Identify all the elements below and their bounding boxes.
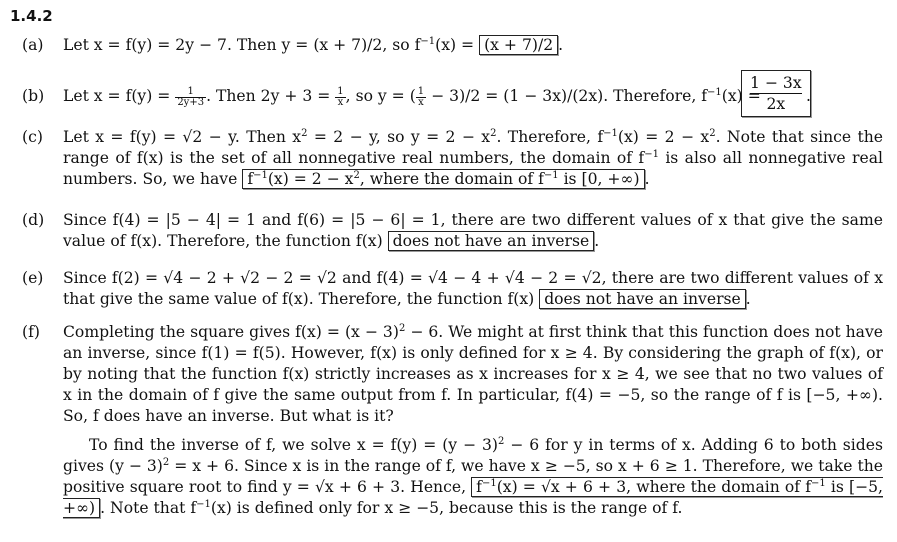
text-run: − 3)/2 = (1 − 3x)/(2x). Therefore, f — [426, 87, 708, 105]
text-run: Let x = f(y) = 2y − 7. Then y = (x + 7)/2, so f — [63, 36, 421, 54]
text-run: Let x = f(y) = √2 − y. Then x — [63, 128, 302, 146]
superscript: −1 — [603, 127, 618, 139]
part-d-label: (d) — [22, 211, 45, 229]
text-run: (x) is defined only for x ≥ −5, because this is the range of f. — [210, 499, 683, 517]
text-run: (x) = √x + 6 + 3, where the domain of f — [496, 478, 811, 496]
superscript: 2 — [162, 456, 170, 468]
part-c-label: (c) — [22, 128, 43, 146]
text-run: Let x = f(y) = — [63, 87, 176, 105]
part-b-label: (b) — [22, 87, 45, 105]
superscript: 2 — [709, 127, 716, 139]
numerator: 1 — [337, 85, 344, 97]
answer-box: (x + 7)/2 — [479, 35, 558, 55]
text-run: − 6 for y in terms of x. Adding 6 to both sides gives (y − 3) — [63, 436, 883, 475]
superscript: −1 — [420, 35, 436, 47]
numerator: 1 — [175, 87, 206, 98]
text-run: is also all nonnegative real numbers. So, we have — [63, 149, 883, 188]
numerator: 1 − 3x — [750, 74, 802, 92]
denominator: x — [418, 96, 424, 108]
denominator: 2x — [766, 95, 786, 113]
denominator: x — [337, 96, 344, 108]
fraction — [335, 87, 345, 108]
superscript: −1 — [810, 477, 826, 489]
text-run: . — [558, 36, 564, 54]
superscript: −1 — [253, 169, 268, 181]
text-run: − 6. We might at first think that this function does not have an inverse, since f(1) = f(5). However, f(x) is only defined for x ≥ 4. By considering the graph of f(x), or by noting that the function f(x) strictly increases as x increases for x ≥ 4, we see that no two values of x in the domain of f give the same output from f. In particular, f(4) = −5, so the range of f is [−5, +∞). So, f does have an inverse. But what is it? — [63, 323, 883, 425]
text-run: f — [247, 170, 254, 188]
text-run: f — [476, 478, 482, 496]
superscript: 2 — [301, 127, 308, 139]
text-run: Since f(4) = |5 − 4| = 1 and f(6) = |5 − 6| = 1, there are two different values of x that give the same value of f(x). Therefore, the function f(x) — [63, 211, 883, 250]
fraction — [175, 87, 206, 108]
text-run: . — [745, 290, 751, 308]
part-f-text — [63, 322, 883, 427]
text-run: (x) = — [435, 36, 480, 54]
superscript: −1 — [644, 148, 659, 160]
superscript: −1 — [707, 86, 722, 98]
text-run: . — [644, 170, 650, 188]
text-run: . Then 2y + 3 = — [206, 87, 336, 105]
part-e-label: (e) — [22, 269, 44, 287]
text-run: . Note that f — [100, 499, 197, 517]
superscript: 2 — [498, 435, 505, 447]
answer-box — [741, 70, 811, 117]
part-f-label: (f) — [22, 323, 40, 341]
denominator: 2y+3 — [177, 96, 205, 108]
text-run: . Therefore, f — [496, 128, 604, 146]
text-run: Completing the square gives f(x) = (x − 3) — [63, 323, 399, 341]
superscript: 2 — [398, 322, 406, 334]
text-run: (x) = — [721, 87, 761, 105]
answer-box — [242, 169, 644, 189]
text-run: Since f(2) = √4 − 2 + √2 − 2 = √2 and f(4) = √4 − 4 + √4 − 2 = √2, there are two different values of x that give the same value of f(x). Therefore, the function f(x) — [63, 269, 883, 308]
text-run: . — [594, 232, 600, 250]
part-e-text — [63, 268, 883, 310]
text-run: = x + 6. Since x is in the range of f, we have x ≥ −5, so x + 6 ≥ 1. Therefore, we take the positive square root to find y = √x + 6 + 3. Hence, — [63, 457, 883, 496]
part-a-text — [63, 35, 883, 56]
text-run: . — [806, 87, 811, 105]
text-run: . Note that since the range of f(x) is the set of all nonnegative real numbers, the domain of f — [63, 128, 884, 167]
answer-box: does not have an inverse — [539, 289, 746, 309]
answer-box: does not have an inverse — [388, 231, 595, 251]
numerator: 1 — [417, 85, 425, 97]
part-c-text — [63, 127, 883, 190]
superscript: −1 — [196, 498, 211, 510]
superscript: 2 — [490, 127, 497, 139]
part-d-text — [63, 210, 883, 252]
text-run: is [0, +∞) — [558, 170, 640, 188]
problem-number: 1.4.2 — [10, 7, 53, 25]
text-run: (x) = 2 − x — [617, 128, 710, 146]
text-run: To find the inverse of f, we solve x = f(y) = (y − 3) — [89, 436, 498, 454]
part-a-label: (a) — [22, 36, 44, 54]
text-run: (x) = 2 − x — [267, 170, 354, 188]
superscript: −1 — [543, 169, 559, 181]
text-run: , so y = ( — [345, 87, 416, 105]
superscript: −1 — [481, 477, 497, 489]
fraction — [416, 87, 426, 108]
text-run: , where the domain of f — [359, 170, 544, 188]
part-f-paragraph-2 — [63, 435, 883, 519]
text-run: = 2 − y, so y = 2 − x — [307, 128, 491, 146]
superscript: 2 — [353, 169, 360, 181]
text-run: is [−5, +∞) — [63, 478, 883, 517]
